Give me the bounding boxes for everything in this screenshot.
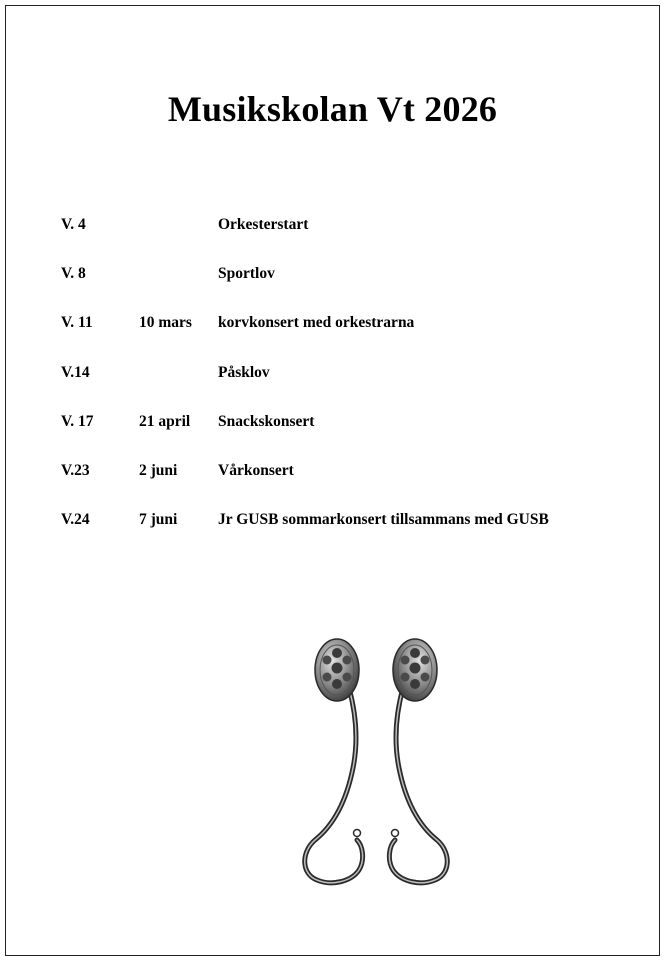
schedule-event: Orkesterstart [218,216,309,233]
schedule-date: 7 juni [139,511,178,529]
schedule-week: V. 8 [61,265,86,283]
schedule-event: Snackskonsert [218,412,315,430]
schedule-week: V.24 [61,511,90,529]
schedule-week: V.14 [61,363,90,381]
schedule-row [61,265,651,314]
schedule-week: V. 4 [61,216,86,233]
schedule-row [61,462,651,511]
schedule-date: 2 juni [139,461,178,479]
schedule-event: Påsklov [218,363,270,381]
schedule-event: Jr GUSB sommarkonsert tillsammans med GUSB [218,511,549,529]
ornamental-brooch-pair-icon [291,628,461,890]
schedule-list [61,216,651,560]
schedule-date: 10 mars [139,314,192,332]
right-brooch [389,639,447,883]
left-brooch [305,639,363,883]
page-title: Musikskolan Vt 2026 [167,89,498,129]
schedule-event: korvkonsert med orkestrarna [218,314,415,332]
schedule-row [61,511,651,560]
schedule-date: 21 april [139,412,191,430]
schedule-week: V.23 [61,461,90,479]
schedule-week: V. 11 [61,314,93,332]
schedule-event: Vårkonsert [218,461,294,479]
schedule-row [61,413,651,462]
document-page [5,5,660,956]
schedule-row [61,364,651,413]
schedule-row [61,314,651,363]
schedule-week: V. 17 [61,412,94,430]
schedule-row [61,216,651,265]
schedule-event: Sportlov [218,265,275,283]
